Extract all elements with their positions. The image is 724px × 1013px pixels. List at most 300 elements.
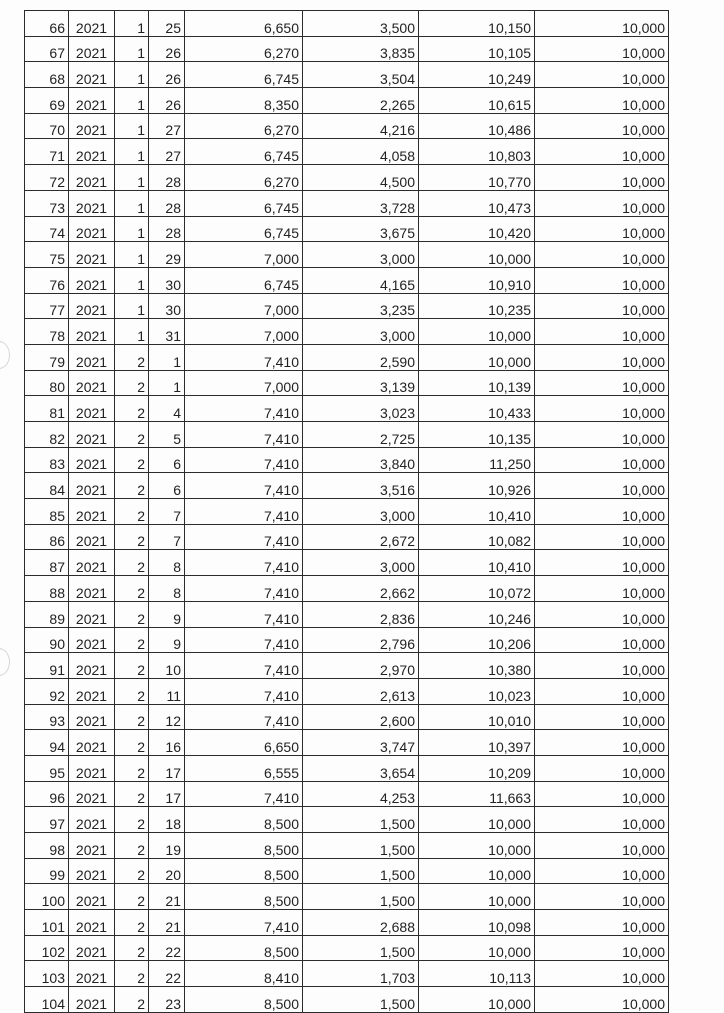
amount-b-cell: 2,613 xyxy=(303,678,419,704)
amount-b-cell: 3,654 xyxy=(303,755,419,781)
day-cell: 6 xyxy=(149,473,185,499)
total-cell: 10,113 xyxy=(419,961,535,987)
standard-cell: 10,000 xyxy=(535,987,669,1013)
amount-a-cell: 6,745 xyxy=(185,190,303,216)
amount-b-cell: 2,265 xyxy=(303,88,419,114)
day-cell: 28 xyxy=(149,190,185,216)
year-cell: 2021 xyxy=(69,961,115,987)
row-number-cell: 68 xyxy=(25,62,69,88)
standard-cell: 10,000 xyxy=(535,165,669,191)
row-number-cell: 89 xyxy=(25,601,69,627)
table-row xyxy=(25,833,669,859)
ledger-table xyxy=(24,10,669,1013)
total-cell: 10,139 xyxy=(419,370,535,396)
year-cell: 2021 xyxy=(69,653,115,679)
amount-b-cell: 3,139 xyxy=(303,370,419,396)
amount-a-cell: 7,410 xyxy=(185,344,303,370)
year-cell: 2021 xyxy=(69,113,115,139)
day-cell: 9 xyxy=(149,627,185,653)
standard-cell: 10,000 xyxy=(535,833,669,859)
row-number-cell: 99 xyxy=(25,858,69,884)
row-number-cell: 100 xyxy=(25,884,69,910)
binder-hole-mark xyxy=(0,648,10,676)
total-cell: 10,000 xyxy=(419,344,535,370)
standard-cell: 10,000 xyxy=(535,293,669,319)
month-cell: 2 xyxy=(115,370,149,396)
year-cell: 2021 xyxy=(69,36,115,62)
day-cell: 7 xyxy=(149,499,185,525)
year-cell: 2021 xyxy=(69,807,115,833)
amount-b-cell: 3,235 xyxy=(303,293,419,319)
row-number-cell: 82 xyxy=(25,422,69,448)
amount-b-cell: 4,253 xyxy=(303,781,419,807)
amount-a-cell: 7,000 xyxy=(185,370,303,396)
month-cell: 2 xyxy=(115,858,149,884)
row-number-cell: 83 xyxy=(25,447,69,473)
amount-b-cell: 3,747 xyxy=(303,730,419,756)
month-cell: 2 xyxy=(115,447,149,473)
amount-b-cell: 4,165 xyxy=(303,267,419,293)
standard-cell: 10,000 xyxy=(535,730,669,756)
table-row xyxy=(25,344,669,370)
month-cell: 1 xyxy=(115,113,149,139)
total-cell: 10,410 xyxy=(419,550,535,576)
amount-a-cell: 7,410 xyxy=(185,576,303,602)
table-row xyxy=(25,139,669,165)
row-number-cell: 101 xyxy=(25,910,69,936)
year-cell: 2021 xyxy=(69,499,115,525)
standard-cell: 10,000 xyxy=(535,550,669,576)
amount-b-cell: 1,500 xyxy=(303,833,419,859)
month-cell: 1 xyxy=(115,242,149,268)
amount-b-cell: 1,500 xyxy=(303,807,419,833)
month-cell: 1 xyxy=(115,11,149,37)
amount-a-cell: 7,410 xyxy=(185,499,303,525)
month-cell: 2 xyxy=(115,550,149,576)
standard-cell: 10,000 xyxy=(535,319,669,345)
table-row xyxy=(25,884,669,910)
table-row xyxy=(25,396,669,422)
day-cell: 19 xyxy=(149,833,185,859)
day-cell: 11 xyxy=(149,678,185,704)
total-cell: 10,000 xyxy=(419,242,535,268)
day-cell: 21 xyxy=(149,910,185,936)
year-cell: 2021 xyxy=(69,370,115,396)
row-number-cell: 73 xyxy=(25,190,69,216)
amount-b-cell: 3,000 xyxy=(303,550,419,576)
table-row xyxy=(25,910,669,936)
table-row xyxy=(25,601,669,627)
row-number-cell: 98 xyxy=(25,833,69,859)
total-cell: 10,803 xyxy=(419,139,535,165)
year-cell: 2021 xyxy=(69,447,115,473)
standard-cell: 10,000 xyxy=(535,935,669,961)
standard-cell: 10,000 xyxy=(535,499,669,525)
row-number-cell: 80 xyxy=(25,370,69,396)
month-cell: 2 xyxy=(115,627,149,653)
day-cell: 5 xyxy=(149,422,185,448)
year-cell: 2021 xyxy=(69,781,115,807)
standard-cell: 10,000 xyxy=(535,190,669,216)
total-cell: 10,926 xyxy=(419,473,535,499)
amount-b-cell: 3,500 xyxy=(303,11,419,37)
month-cell: 2 xyxy=(115,499,149,525)
total-cell: 10,000 xyxy=(419,833,535,859)
table-row xyxy=(25,576,669,602)
amount-a-cell: 7,410 xyxy=(185,422,303,448)
total-cell: 10,000 xyxy=(419,319,535,345)
amount-a-cell: 7,410 xyxy=(185,910,303,936)
amount-b-cell: 3,728 xyxy=(303,190,419,216)
month-cell: 2 xyxy=(115,704,149,730)
table-row xyxy=(25,755,669,781)
day-cell: 23 xyxy=(149,987,185,1013)
amount-b-cell: 2,600 xyxy=(303,704,419,730)
amount-a-cell: 7,410 xyxy=(185,524,303,550)
amount-b-cell: 3,000 xyxy=(303,319,419,345)
row-number-cell: 78 xyxy=(25,319,69,345)
year-cell: 2021 xyxy=(69,396,115,422)
day-cell: 28 xyxy=(149,165,185,191)
day-cell: 1 xyxy=(149,370,185,396)
day-cell: 4 xyxy=(149,396,185,422)
row-number-cell: 70 xyxy=(25,113,69,139)
table-row xyxy=(25,704,669,730)
year-cell: 2021 xyxy=(69,62,115,88)
table-row xyxy=(25,473,669,499)
year-cell: 2021 xyxy=(69,987,115,1013)
row-number-cell: 69 xyxy=(25,88,69,114)
year-cell: 2021 xyxy=(69,88,115,114)
standard-cell: 10,000 xyxy=(535,88,669,114)
year-cell: 2021 xyxy=(69,550,115,576)
amount-b-cell: 3,504 xyxy=(303,62,419,88)
standard-cell: 10,000 xyxy=(535,807,669,833)
table-row xyxy=(25,190,669,216)
standard-cell: 10,000 xyxy=(535,216,669,242)
month-cell: 2 xyxy=(115,755,149,781)
table-row xyxy=(25,216,669,242)
amount-a-cell: 6,650 xyxy=(185,11,303,37)
row-number-cell: 81 xyxy=(25,396,69,422)
day-cell: 25 xyxy=(149,11,185,37)
day-cell: 8 xyxy=(149,550,185,576)
year-cell: 2021 xyxy=(69,422,115,448)
month-cell: 2 xyxy=(115,807,149,833)
month-cell: 2 xyxy=(115,473,149,499)
amount-a-cell: 6,555 xyxy=(185,755,303,781)
year-cell: 2021 xyxy=(69,884,115,910)
month-cell: 2 xyxy=(115,396,149,422)
amount-b-cell: 4,500 xyxy=(303,165,419,191)
amount-b-cell: 3,000 xyxy=(303,499,419,525)
day-cell: 17 xyxy=(149,755,185,781)
month-cell: 2 xyxy=(115,961,149,987)
table-row xyxy=(25,293,669,319)
standard-cell: 10,000 xyxy=(535,422,669,448)
table-row xyxy=(25,961,669,987)
month-cell: 2 xyxy=(115,987,149,1013)
total-cell: 10,397 xyxy=(419,730,535,756)
total-cell: 10,246 xyxy=(419,601,535,627)
day-cell: 20 xyxy=(149,858,185,884)
amount-a-cell: 6,745 xyxy=(185,62,303,88)
amount-b-cell: 1,500 xyxy=(303,858,419,884)
month-cell: 2 xyxy=(115,910,149,936)
month-cell: 1 xyxy=(115,165,149,191)
amount-a-cell: 7,410 xyxy=(185,550,303,576)
total-cell: 10,000 xyxy=(419,884,535,910)
table-row xyxy=(25,447,669,473)
year-cell: 2021 xyxy=(69,139,115,165)
table-row xyxy=(25,627,669,653)
table-row xyxy=(25,807,669,833)
standard-cell: 10,000 xyxy=(535,370,669,396)
standard-cell: 10,000 xyxy=(535,36,669,62)
month-cell: 2 xyxy=(115,344,149,370)
row-number-cell: 66 xyxy=(25,11,69,37)
total-cell: 10,910 xyxy=(419,267,535,293)
month-cell: 1 xyxy=(115,216,149,242)
month-cell: 2 xyxy=(115,935,149,961)
standard-cell: 10,000 xyxy=(535,627,669,653)
total-cell: 10,410 xyxy=(419,499,535,525)
total-cell: 10,072 xyxy=(419,576,535,602)
table-row xyxy=(25,88,669,114)
row-number-cell: 84 xyxy=(25,473,69,499)
total-cell: 11,663 xyxy=(419,781,535,807)
amount-b-cell: 3,000 xyxy=(303,242,419,268)
standard-cell: 10,000 xyxy=(535,396,669,422)
amount-b-cell: 3,023 xyxy=(303,396,419,422)
day-cell: 29 xyxy=(149,242,185,268)
year-cell: 2021 xyxy=(69,293,115,319)
table-row xyxy=(25,550,669,576)
month-cell: 1 xyxy=(115,36,149,62)
table-row xyxy=(25,11,669,37)
total-cell: 10,486 xyxy=(419,113,535,139)
amount-a-cell: 7,410 xyxy=(185,473,303,499)
table-row xyxy=(25,422,669,448)
amount-b-cell: 2,836 xyxy=(303,601,419,627)
row-number-cell: 94 xyxy=(25,730,69,756)
day-cell: 22 xyxy=(149,935,185,961)
year-cell: 2021 xyxy=(69,473,115,499)
total-cell: 10,023 xyxy=(419,678,535,704)
amount-a-cell: 8,350 xyxy=(185,88,303,114)
total-cell: 10,010 xyxy=(419,704,535,730)
day-cell: 31 xyxy=(149,319,185,345)
amount-b-cell: 3,675 xyxy=(303,216,419,242)
row-number-cell: 96 xyxy=(25,781,69,807)
day-cell: 28 xyxy=(149,216,185,242)
binder-hole-mark xyxy=(0,341,10,369)
row-number-cell: 75 xyxy=(25,242,69,268)
total-cell: 10,473 xyxy=(419,190,535,216)
amount-a-cell: 8,500 xyxy=(185,935,303,961)
standard-cell: 10,000 xyxy=(535,242,669,268)
standard-cell: 10,000 xyxy=(535,653,669,679)
amount-b-cell: 2,688 xyxy=(303,910,419,936)
table-row xyxy=(25,165,669,191)
table-row xyxy=(25,113,669,139)
amount-a-cell: 8,500 xyxy=(185,987,303,1013)
amount-a-cell: 8,500 xyxy=(185,807,303,833)
row-number-cell: 103 xyxy=(25,961,69,987)
ledger-sheet xyxy=(24,10,668,1013)
month-cell: 2 xyxy=(115,730,149,756)
amount-a-cell: 7,410 xyxy=(185,627,303,653)
table-row xyxy=(25,653,669,679)
amount-a-cell: 7,000 xyxy=(185,242,303,268)
row-number-cell: 74 xyxy=(25,216,69,242)
total-cell: 11,250 xyxy=(419,447,535,473)
amount-a-cell: 7,410 xyxy=(185,678,303,704)
row-number-cell: 79 xyxy=(25,344,69,370)
standard-cell: 10,000 xyxy=(535,704,669,730)
day-cell: 26 xyxy=(149,62,185,88)
standard-cell: 10,000 xyxy=(535,524,669,550)
standard-cell: 10,000 xyxy=(535,601,669,627)
day-cell: 30 xyxy=(149,293,185,319)
day-cell: 1 xyxy=(149,344,185,370)
year-cell: 2021 xyxy=(69,11,115,37)
amount-b-cell: 3,840 xyxy=(303,447,419,473)
total-cell: 10,209 xyxy=(419,755,535,781)
table-row xyxy=(25,858,669,884)
standard-cell: 10,000 xyxy=(535,910,669,936)
amount-b-cell: 4,058 xyxy=(303,139,419,165)
amount-a-cell: 7,410 xyxy=(185,781,303,807)
standard-cell: 10,000 xyxy=(535,344,669,370)
amount-b-cell: 1,500 xyxy=(303,884,419,910)
amount-a-cell: 7,410 xyxy=(185,396,303,422)
year-cell: 2021 xyxy=(69,678,115,704)
table-row xyxy=(25,62,669,88)
year-cell: 2021 xyxy=(69,576,115,602)
amount-a-cell: 8,500 xyxy=(185,833,303,859)
month-cell: 1 xyxy=(115,267,149,293)
standard-cell: 10,000 xyxy=(535,884,669,910)
row-number-cell: 76 xyxy=(25,267,69,293)
standard-cell: 10,000 xyxy=(535,267,669,293)
total-cell: 10,150 xyxy=(419,11,535,37)
total-cell: 10,770 xyxy=(419,165,535,191)
table-row xyxy=(25,242,669,268)
day-cell: 27 xyxy=(149,139,185,165)
amount-a-cell: 7,410 xyxy=(185,601,303,627)
amount-a-cell: 6,270 xyxy=(185,165,303,191)
year-cell: 2021 xyxy=(69,344,115,370)
table-row xyxy=(25,524,669,550)
amount-b-cell: 2,796 xyxy=(303,627,419,653)
row-number-cell: 93 xyxy=(25,704,69,730)
total-cell: 10,000 xyxy=(419,935,535,961)
day-cell: 12 xyxy=(149,704,185,730)
row-number-cell: 102 xyxy=(25,935,69,961)
amount-b-cell: 2,662 xyxy=(303,576,419,602)
table-row xyxy=(25,267,669,293)
standard-cell: 10,000 xyxy=(535,473,669,499)
amount-a-cell: 6,650 xyxy=(185,730,303,756)
month-cell: 2 xyxy=(115,576,149,602)
row-number-cell: 95 xyxy=(25,755,69,781)
day-cell: 30 xyxy=(149,267,185,293)
standard-cell: 10,000 xyxy=(535,781,669,807)
day-cell: 6 xyxy=(149,447,185,473)
table-row xyxy=(25,499,669,525)
day-cell: 7 xyxy=(149,524,185,550)
amount-b-cell: 2,672 xyxy=(303,524,419,550)
row-number-cell: 85 xyxy=(25,499,69,525)
total-cell: 10,249 xyxy=(419,62,535,88)
standard-cell: 10,000 xyxy=(535,858,669,884)
day-cell: 8 xyxy=(149,576,185,602)
month-cell: 2 xyxy=(115,601,149,627)
month-cell: 2 xyxy=(115,833,149,859)
day-cell: 10 xyxy=(149,653,185,679)
total-cell: 10,380 xyxy=(419,653,535,679)
amount-b-cell: 1,703 xyxy=(303,961,419,987)
month-cell: 2 xyxy=(115,781,149,807)
row-number-cell: 91 xyxy=(25,653,69,679)
row-number-cell: 88 xyxy=(25,576,69,602)
row-number-cell: 86 xyxy=(25,524,69,550)
row-number-cell: 87 xyxy=(25,550,69,576)
amount-b-cell: 1,500 xyxy=(303,935,419,961)
year-cell: 2021 xyxy=(69,524,115,550)
month-cell: 2 xyxy=(115,653,149,679)
amount-a-cell: 8,500 xyxy=(185,858,303,884)
year-cell: 2021 xyxy=(69,165,115,191)
total-cell: 10,235 xyxy=(419,293,535,319)
year-cell: 2021 xyxy=(69,704,115,730)
row-number-cell: 104 xyxy=(25,987,69,1013)
table-row xyxy=(25,781,669,807)
amount-a-cell: 7,000 xyxy=(185,319,303,345)
amount-a-cell: 8,500 xyxy=(185,884,303,910)
month-cell: 2 xyxy=(115,524,149,550)
year-cell: 2021 xyxy=(69,190,115,216)
amount-a-cell: 6,270 xyxy=(185,113,303,139)
total-cell: 10,000 xyxy=(419,987,535,1013)
row-number-cell: 77 xyxy=(25,293,69,319)
table-row xyxy=(25,678,669,704)
table-row xyxy=(25,319,669,345)
standard-cell: 10,000 xyxy=(535,755,669,781)
standard-cell: 10,000 xyxy=(535,447,669,473)
day-cell: 16 xyxy=(149,730,185,756)
year-cell: 2021 xyxy=(69,833,115,859)
row-number-cell: 67 xyxy=(25,36,69,62)
total-cell: 10,135 xyxy=(419,422,535,448)
total-cell: 10,420 xyxy=(419,216,535,242)
month-cell: 1 xyxy=(115,293,149,319)
amount-a-cell: 7,410 xyxy=(185,653,303,679)
amount-b-cell: 3,516 xyxy=(303,473,419,499)
amount-a-cell: 6,270 xyxy=(185,36,303,62)
day-cell: 27 xyxy=(149,113,185,139)
amount-b-cell: 2,970 xyxy=(303,653,419,679)
month-cell: 2 xyxy=(115,884,149,910)
day-cell: 22 xyxy=(149,961,185,987)
total-cell: 10,098 xyxy=(419,910,535,936)
day-cell: 17 xyxy=(149,781,185,807)
standard-cell: 10,000 xyxy=(535,139,669,165)
standard-cell: 10,000 xyxy=(535,961,669,987)
day-cell: 26 xyxy=(149,88,185,114)
table-row xyxy=(25,987,669,1013)
